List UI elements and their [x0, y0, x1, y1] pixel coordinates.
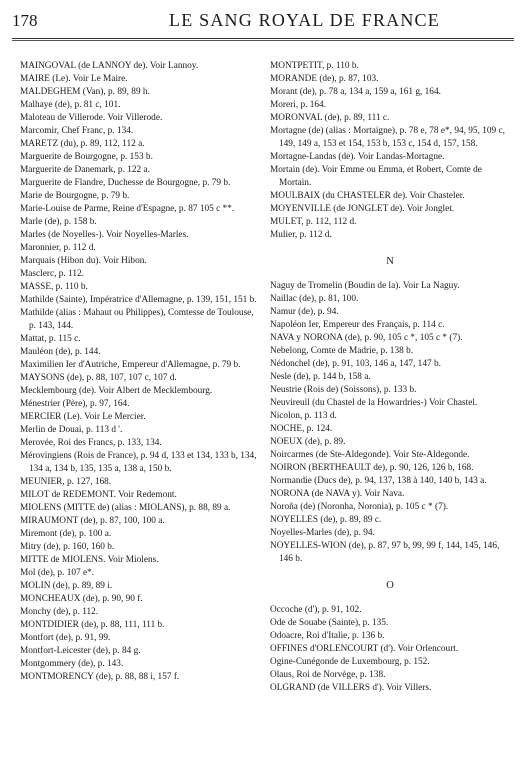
page-number: 178	[12, 11, 38, 30]
index-entry: Montgommery (de), p. 143.	[20, 659, 124, 669]
index-entry: Monchy (de), p. 112.	[20, 607, 99, 617]
index-entry: Masclerc, p. 112.	[20, 269, 84, 279]
index-entry: Nebelong, Comte de Madrie, p. 138 b.	[270, 346, 414, 356]
index-entry: Neustrie (Rois de) (Soissons), p. 133 b.	[270, 385, 417, 395]
index-entry: Naillac (de), p. 81, 100.	[270, 294, 359, 304]
index-entry: MEUNIER, p. 127, 168.	[20, 477, 112, 487]
index-group-n	[270, 280, 510, 566]
index-entry: Nesle (de), p. 144 b, 158 a.	[270, 372, 371, 382]
index-entry: Maloteau de Villerode. Voir Villerode.	[20, 113, 163, 123]
index-entry: Maximilien Ier d'Autriche, Empereur d'Allemagne, p. 79 b.	[20, 360, 241, 370]
index-entry: Nédonchel (de), p. 91, 103, 146 a, 147, 147 b.	[270, 359, 441, 369]
index-entry: Mortain (de). Voir Emme ou Emma, et Robert, Comte de Mortain.	[270, 165, 482, 188]
index-entry: NOYELLES (de), p. 89, 89 c.	[270, 515, 382, 525]
index-entry: OLGRAND (de VILLERS d'). Voir Villers.	[270, 683, 432, 693]
index-entry: NOIRON (BERTHEAULT de), p. 90, 126, 126 b, 168.	[270, 463, 474, 473]
index-entry: MARETZ (du), p. 89, 112, 112 a.	[20, 139, 145, 149]
index-entry: NOCHE, p. 124.	[270, 424, 333, 434]
index-entry: Marguerite de Danemark, p. 122 a.	[20, 165, 150, 175]
index-entry: Maronnier, p. 112 d.	[20, 243, 96, 253]
index-entry: MONTPETIT, p. 110 b.	[270, 61, 359, 71]
index-entry: NOYELLES-WION (de), p. 87, 97 b, 99, 99 f, 144, 145, 146, 146 b.	[270, 541, 500, 564]
index-entry: Neuvireuil (du Chastel de la Howardries-) Voir Chastel.	[270, 398, 478, 408]
index-entry: Marquais (Hibon du). Voir Hibon.	[20, 256, 147, 266]
index-entry: Mol (de), p. 107 e*.	[20, 568, 95, 578]
index-entry: MERCIER (Le). Voir Le Mercier.	[20, 412, 146, 422]
index-entry: Mathilde (Sainte), Impératrice d'Allemagne, p. 139, 151, 151 b.	[20, 295, 257, 305]
index-entry: Mathilde (alias : Mahaut ou Philippes), Comtesse de Toulouse, p. 143, 144.	[20, 308, 254, 331]
index-entry: Montfort (de), p. 91, 99.	[20, 633, 111, 643]
index-entry: Noyelles-Marles (de), p. 94.	[270, 528, 375, 538]
index-entry: MORANDE (de), p. 87, 103.	[270, 74, 379, 84]
index-entry: Mecklembourg (de). Voir Albert de Mecklembourg.	[20, 386, 213, 396]
index-entry: MAYSONS (de), p. 88, 107, 107 c, 107 d.	[20, 373, 177, 383]
index-entry: Ode de Souabe (Sainte), p. 135.	[270, 618, 389, 628]
section-letter-o: O	[386, 580, 394, 591]
index-entry: Miremont (de), p. 100 a.	[20, 529, 112, 539]
index-entry: MALDEGHEM (Van), p. 89, 89 h.	[20, 87, 150, 97]
index-entry: OFFINES d'ORLENCOURT (d'). Voir Orlencourt.	[270, 644, 459, 654]
index-entry: MAIRE (Le). Voir Le Maire.	[20, 74, 128, 84]
index-entry: Naguy de Tromelin (Boudin de la). Voir La Naguy.	[270, 281, 460, 291]
index-entry: Namur (de), p. 94.	[270, 307, 339, 317]
index-entry: Mauléon (de), p. 144.	[20, 347, 101, 357]
index-entry: Olaus, Roi de Norvège, p. 138.	[270, 670, 386, 680]
index-entry: Odoacre, Roi d'Italie, p. 136 b.	[270, 631, 385, 641]
index-entry: MITTE de MIOLENS. Voir Miolens.	[20, 555, 159, 565]
index-entry: Moreri, p. 164.	[270, 100, 327, 110]
index-entry: Mérovingiens (Rois de France), p. 94 d, 133 et 134, 133 b, 134, 134 a, 134 b, 135, 135 a, 138 a, 150 b.	[20, 451, 257, 474]
index-entry: Noroña (de) (Noronha, Noronia), p. 105 c * (7).	[270, 502, 449, 512]
index-column-right	[270, 60, 510, 695]
index-entry: MASSE, p. 110 b.	[20, 282, 88, 292]
index-entry: MONTMORENCY (de), p. 88, 88 i, 157 f.	[20, 672, 180, 682]
index-entry: Napoléon Ier, Empereur des Français, p. 114 c.	[270, 320, 445, 330]
index-entry: Ogine-Cunégonde de Luxembourg, p. 152.	[270, 657, 430, 667]
index-entry: Marguerite de Bourgogne, p. 153 b.	[20, 152, 153, 162]
index-entry: Montfort-Leicester (de), p. 84 g.	[20, 646, 141, 656]
index-entry: MOULBAIX (du CHASTELER de). Voir Chasteler.	[270, 191, 465, 201]
index-entry: Malhaye (de), p. 81 c, 101.	[20, 100, 121, 110]
index-entry: Occoche (d'), p. 91, 102.	[270, 605, 362, 615]
index-entry: NAVA y NORONA (de), p. 90, 105 c *, 105 c * (7).	[270, 333, 463, 343]
index-entry: MORONVAL (de), p. 89, 111 c.	[270, 113, 390, 123]
section-letter-n: N	[386, 256, 394, 267]
index-entry: MILOT de REDEMONT. Voir Redemont.	[20, 490, 177, 500]
index-entry: MIOLENS (MITTE de) (alias : MIOLANS), p. 88, 89 a.	[20, 503, 231, 513]
index-entry: Mulier, p. 112 d.	[270, 230, 332, 240]
index-entry: MOYENVILLE (de JONGLET de). Voir Jonglet.	[270, 204, 455, 214]
index-entry: Marles (de Noyelles-). Voir Noyelles-Marles.	[20, 230, 189, 240]
index-entry: Merovée, Roi des Francs, p. 133, 134.	[20, 438, 162, 448]
index-entry: Mortagne (de) (alias : Mortaigne), p. 78 e, 78 e*, 94, 95, 109 c, 149, 149 a, 153 et 154, 153 b, 153 c, 154 d, 157, 158.	[270, 126, 505, 149]
index-entry: MIRAUMONT (de), p. 87, 100, 100 a.	[20, 516, 165, 526]
index-entry: Ménestrier (Père), p. 97, 164.	[20, 399, 130, 409]
index-group-o	[270, 604, 510, 695]
index-column-left	[20, 60, 260, 684]
index-entry: Marguerite de Flandre, Duchesse de Bourgogne, p. 79 b.	[20, 178, 231, 188]
index-entry: Marle (de), p. 158 b.	[20, 217, 97, 227]
index-entry: Normandie (Ducs de), p. 94, 137, 138 à 140, 140 b, 143 a.	[270, 476, 487, 486]
index-entry: Marie de Bourgogne, p. 79 b.	[20, 191, 130, 201]
running-head-title: LE SANG ROYAL DE FRANCE	[169, 10, 440, 30]
index-entry: Marie-Louise de Parme, Reine d'Espagne, p. 87 105 c **.	[20, 204, 235, 214]
index-entry: Mortagne-Landas (de). Voir Landas-Mortagne.	[270, 152, 445, 162]
index-entry: Nicolon, p. 113 d.	[270, 411, 337, 421]
index-entry: Noircarmes (de Ste-Aldegonde). Voir Ste-Aldegonde.	[270, 450, 470, 460]
index-entry: MOLIN (de), p. 89, 89 i.	[20, 581, 113, 591]
index-entry: MONCHEAUX (de), p. 90, 90 f.	[20, 594, 143, 604]
index-entry: MAINGOVAL (de LANNOY de). Voir Lannoy.	[20, 61, 199, 71]
index-entry: Mattat, p. 115 c.	[20, 334, 81, 344]
index-group-m-continued	[270, 60, 510, 242]
index-entry: Merlin de Douai, p. 113 d '.	[20, 425, 123, 435]
index-entry: Morant (de), p. 78 a, 134 a, 159 a, 161 g, 164.	[270, 87, 441, 97]
index-entry: Mitry (de), p. 160, 160 b.	[20, 542, 115, 552]
index-entry: MULET, p. 112, 112 d.	[270, 217, 357, 227]
index-entry: Marcomir, Chef Franc, p. 134.	[20, 126, 134, 136]
index-entry: NOEUX (de), p. 89.	[270, 437, 346, 447]
index-entry: NORONA (de NAVA y). Voir Nava.	[270, 489, 405, 499]
header-rule	[12, 38, 514, 41]
index-entry: MONTDIDIER (de), p. 88, 111, 111 b.	[20, 620, 165, 630]
